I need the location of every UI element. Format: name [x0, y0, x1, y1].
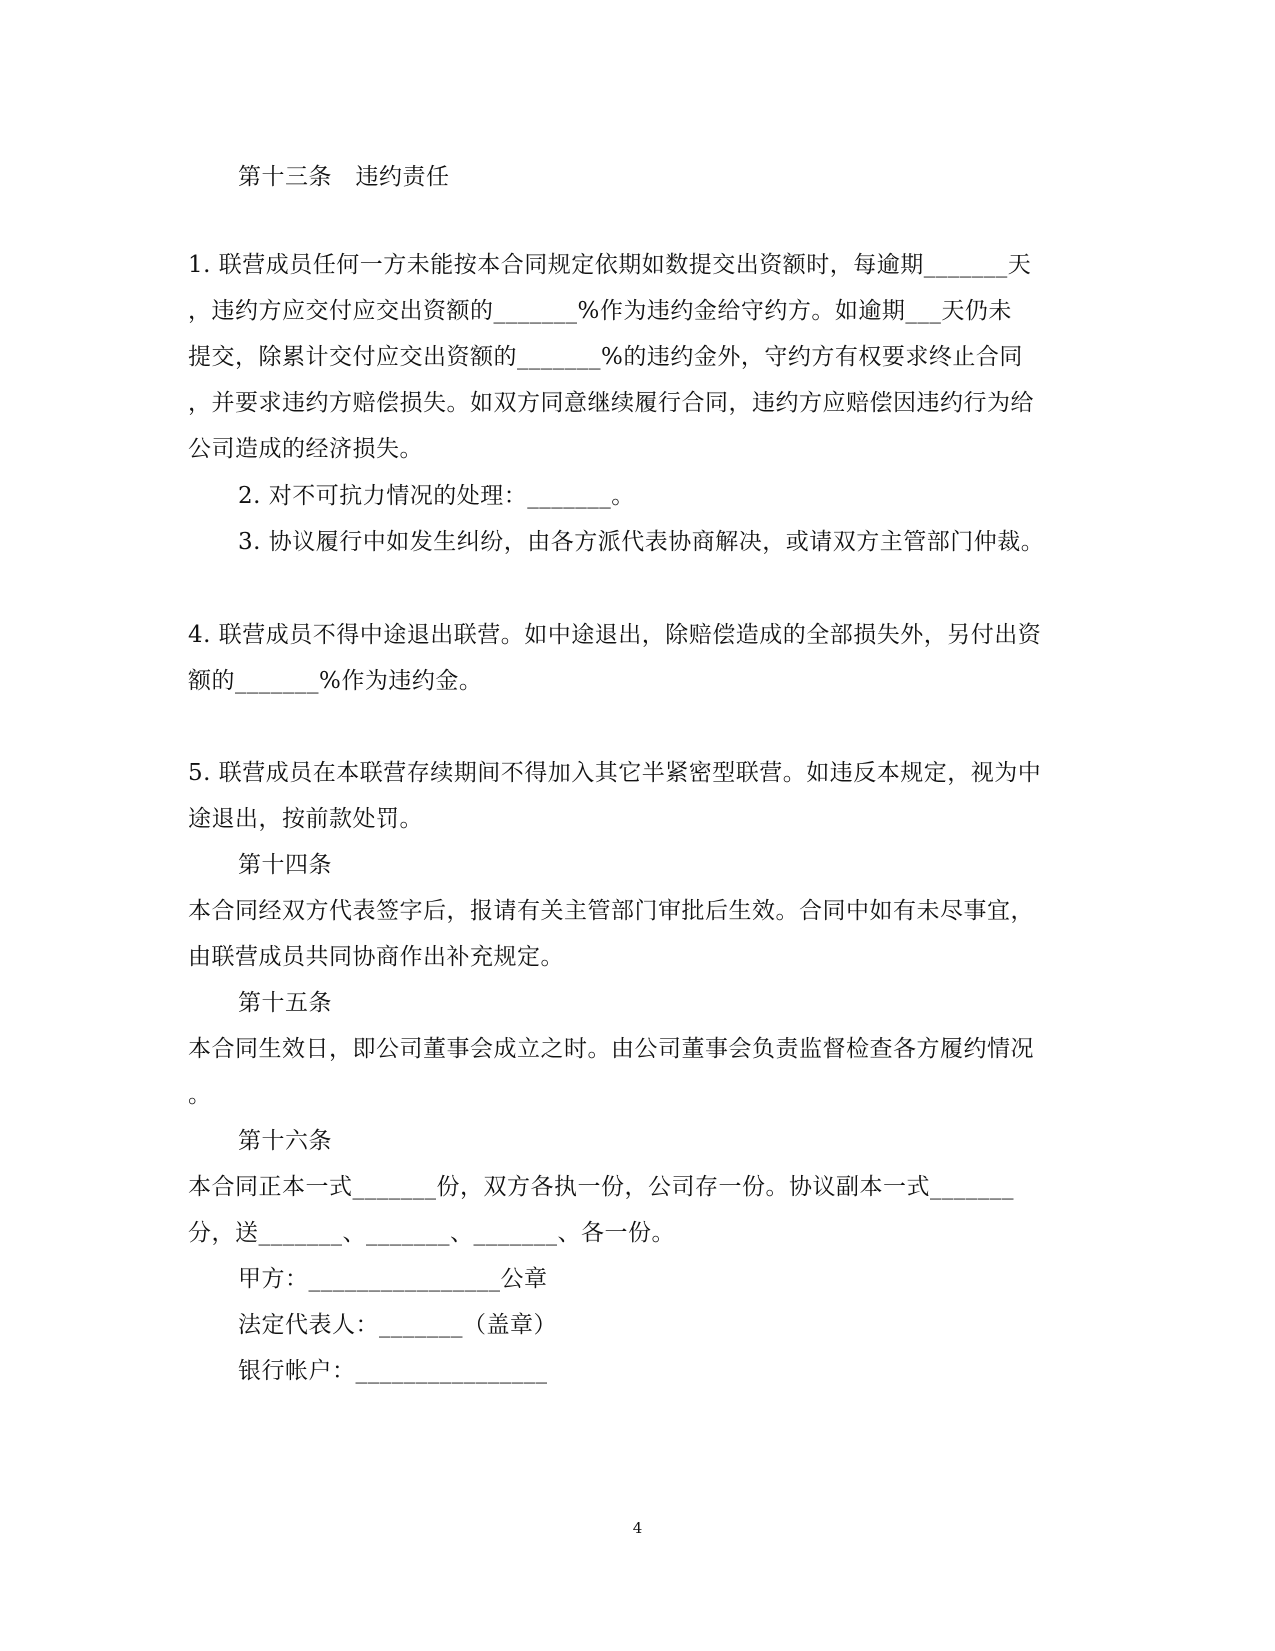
clause-2: 2. 对不可抗力情况的处理：_______。 [238, 483, 635, 509]
article-15-line-1: 本合同生效日，即公司董事会成立之时。由公司董事会负责监督检查各方履约情况 [188, 1036, 1034, 1062]
clause-5-line-1: 5. 联营成员在本联营存续期间不得加入其它半紧密型联营。如违反本规定，视为中 [188, 760, 1042, 786]
clause-1-line-2: ，违约方应交付应交出资额的_______%作为违约金给守约方。如逾期___天仍未 [188, 298, 1012, 324]
article-14-heading: 第十四条 [238, 852, 332, 878]
article-16-line-2: 分，送_______、_______、_______、各一份。 [188, 1220, 675, 1246]
clause-4-line-2: 额的_______%作为违约金。 [188, 668, 483, 694]
article-15-heading: 第十五条 [238, 990, 332, 1016]
clause-1-line-5: 公司造成的经济损失。 [188, 436, 423, 462]
legal-representative-field: 法定代表人：_______（盖章） [238, 1312, 557, 1338]
article-14-line-1: 本合同经双方代表签字后，报请有关主管部门审批后生效。合同中如有未尽事宜， [188, 898, 1034, 924]
article-16-heading: 第十六条 [238, 1128, 332, 1154]
party-a-field: 甲方：________________公章 [238, 1266, 548, 1292]
article-14-line-2: 由联营成员共同协商作出补充规定。 [188, 944, 564, 970]
article-13-heading: 第十三条 违约责任 [238, 164, 450, 190]
clause-1-line-3: 提交，除累计交付应交出资额的_______%的违约金外，守约方有权要求终止合同 [188, 344, 1023, 370]
clause-1-line-4: ，并要求违约方赔偿损失。如双方同意继续履行合同，违约方应赔偿因违约行为给 [188, 390, 1034, 416]
bank-account-field: 银行帐户：________________ [238, 1358, 548, 1384]
article-15-line-2: 。 [188, 1082, 212, 1108]
page-number: 4 [632, 1519, 643, 1537]
article-16-line-1: 本合同正本一式_______份，双方各执一份，公司存一份。协议副本一式_______ [188, 1174, 1014, 1200]
clause-1-line-1: 1. 联营成员任何一方未能按本合同规定依期如数提交出资额时，每逾期_______天 [188, 252, 1032, 278]
clause-3: 3. 协议履行中如发生纠纷，由各方派代表协商解决，或请双方主管部门仲裁。 [238, 529, 1045, 555]
clause-5-line-2: 途退出，按前款处罚。 [188, 806, 423, 832]
clause-4-line-1: 4. 联营成员不得中途退出联营。如中途退出，除赔偿造成的全部损失外，另付出资 [188, 622, 1042, 648]
